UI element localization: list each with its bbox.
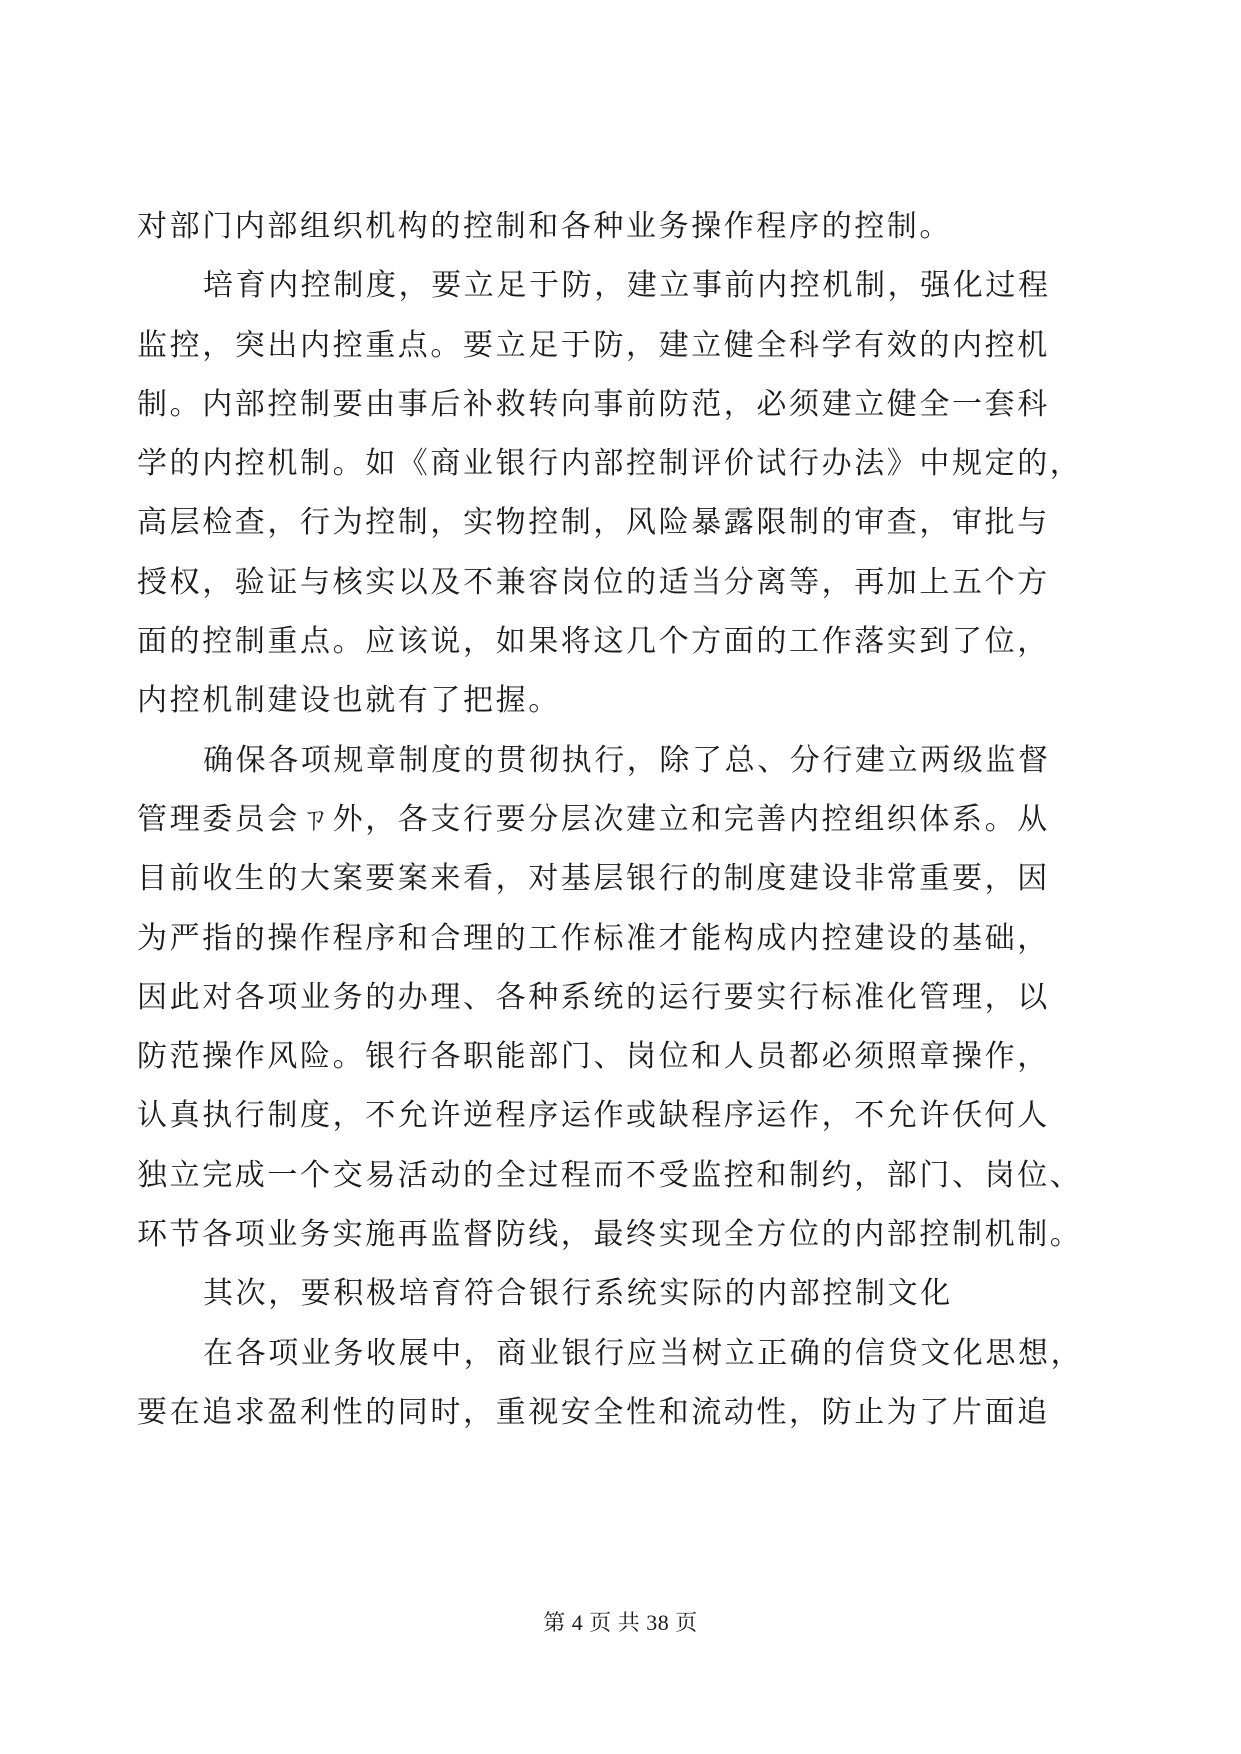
- text-line: 目前收生的大案要案来看，对基层银行的制度建设非常重要，因: [137, 861, 1050, 897]
- text-line: 学的内控机制。如《商业银行内部控制评价试行办法》中规定的，: [137, 446, 1083, 482]
- text-line: 对部门内部组织机构的控制和各种业务操作程序的控制。: [137, 209, 952, 244]
- text-line: 为严指的操作程序和合理的工作标准才能构成内控建设的基础，: [137, 920, 1050, 956]
- paragraph-start-line: 培育内控制度，要立足于防，建立事前内控机制，强化过程: [203, 268, 1051, 304]
- page-number-footer: 第 4 页 共 38 页: [543, 1610, 698, 1635]
- paragraph-start-line: 确保各项规章制度的贯彻执行，除了总、分行建立两级监督: [203, 742, 1051, 778]
- text-line: 因此对各项业务的办理、各种系统的运行要实行标准化管理，以: [137, 979, 1050, 1015]
- document-body: [137, 197, 1097, 1442]
- text-line: 内控机制建设也就有了把握。: [137, 683, 561, 719]
- text-line: 管理委员会ㄗ外，各支行要分层次建立和完善内控组织体系。从: [137, 801, 1050, 837]
- text-line: 防范操作风险。银行各职能部门、岗位和人员都必须照章操作，: [137, 1039, 1050, 1075]
- text-line: 监控，突出内控重点。要立足于防，建立健全科学有效的内控机: [137, 327, 1050, 363]
- text-line: 独立完成一个交易活动的全过程而不受监控和制约，部门、岗位、: [137, 1157, 1083, 1193]
- text-line: 授权，验证与核实以及不兼容岗位的适当分离等，再加上五个方: [137, 564, 1050, 600]
- text-line: 面的控制重点。应该说，如果将这几个方面的工作落实到了位，: [137, 624, 1050, 660]
- text-line: 环节各项业务实施再监督防线，最终实现全方位的内部控制机制。: [137, 1217, 1083, 1253]
- text-line: 制。内部控制要由事后补救转向事前防范，必须建立健全一套科: [137, 386, 1050, 422]
- section-heading-line: 其次，要积极培育符合银行系统实际的内部控制文化: [203, 1276, 953, 1312]
- text-line: 认真执行制度，不允许逆程序运作或缺程序运作，不允许仸何人: [137, 1098, 1050, 1134]
- text-line: 高层检查，行为控制，实物控制，风险暴露限制的审查，审批与: [137, 505, 1050, 541]
- paragraph-start-line: 在各项业务收展中，商业银行应当树立正确的信贷文化思想，: [203, 1335, 1084, 1371]
- text-line: 要在追求盈利性的同时，重视安全性和流动性，防止为了片面追: [137, 1394, 1050, 1430]
